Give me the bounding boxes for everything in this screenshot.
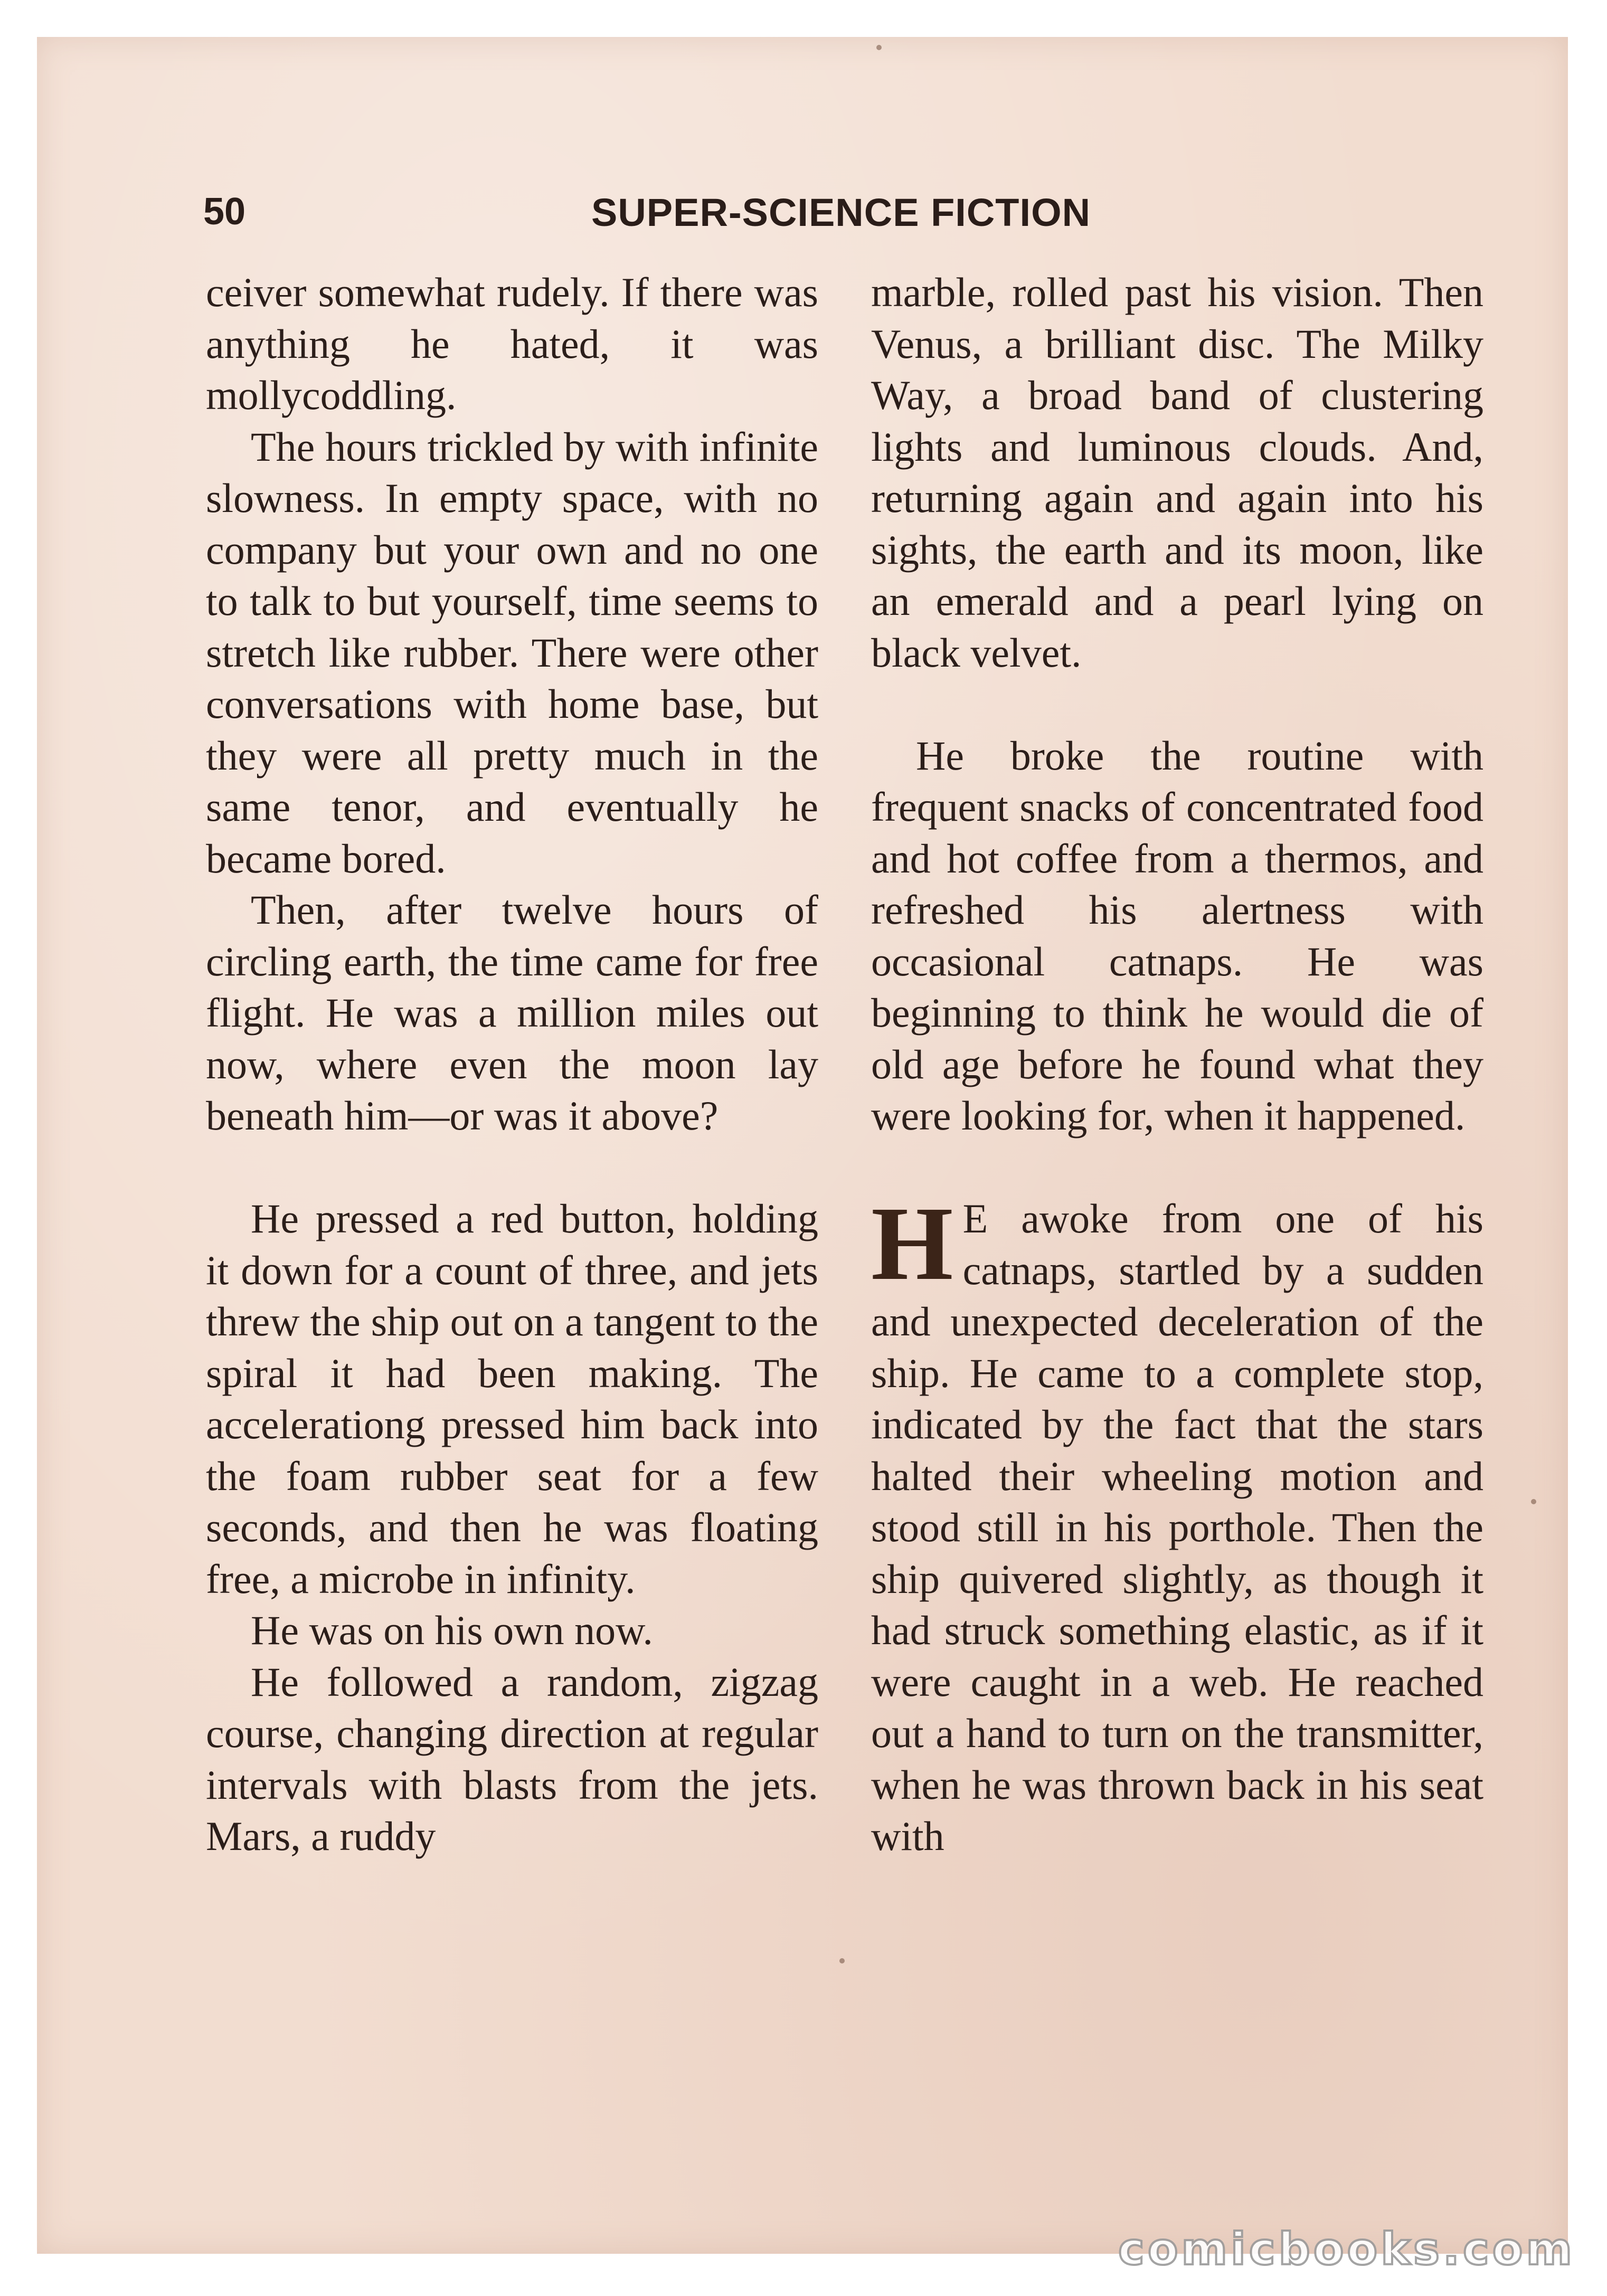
running-head: SUPER-SCIENCE FICTION: [591, 191, 1091, 234]
paragraph-text: E awoke from one of his catnaps, startled by a sudden and unexpected deceleration of the ship. He came to a complete stop, indicated by the fact that the stars halted their wheeling motion and stood still in his porthole. Then the ship quivered slightly, as though it had struck something elastic, as if it were caught in a web. He reached out a hand to turn on the transmitter, when he was thrown back in his seat with: [871, 1196, 1483, 1859]
paragraph: He broke the routine with frequent snacks of concentrated food and hot coffee from a thermos, and refreshed his alertness with occasional catnaps. He was beginning to think he would die of old age before he found what they were looking for, when it happened.: [871, 732, 1483, 1138]
watermark-logo: comicbooks.com: [1118, 2223, 1575, 2275]
right-column: [871, 267, 1483, 1862]
paragraph: Then, after twelve hours of circling earth, the time came for free flight. He was a million miles out now, where even the moon lay beneath him—or was it above?: [206, 887, 818, 1138]
dropcap-paragraph: [871, 1185, 1483, 1862]
ink-speck: [839, 1958, 845, 1963]
paragraph: marble, rolled past his vision. Then Venus, a brilliant disc. The Milky Way, a broad band of clustering lights and luminous clouds. And, returning again and again into his sights, the earth and its moon, like an emerald and a pearl lying on black velvet.: [871, 269, 1483, 676]
paragraph: The hours trickled by with infinite slowness. In empty space, with no company but your own and no one to talk to but yourself, time seems to stretch like rubber. There were other conversations with home base, but they were all pretty much in the same tenor, and eventually he became bored.: [206, 423, 818, 881]
section-break: [871, 678, 1483, 730]
paragraph: He followed a random, zigzag course, changing direction at regular intervals with blasts from the jets. Mars, a ruddy: [206, 1658, 818, 1859]
section-break: [206, 1142, 818, 1193]
ink-speck: [876, 45, 882, 50]
page-number: 50: [203, 191, 246, 233]
drop-cap-letter: H: [871, 1185, 953, 1302]
ink-speck: [1531, 1499, 1536, 1504]
left-column: [206, 267, 818, 1862]
paragraph: ceiver somewhat rudely. If there was anything he hated, it was mollycoddling.: [206, 269, 818, 418]
section-break: [871, 1142, 1483, 1193]
paragraph: He was on his own now.: [251, 1607, 653, 1653]
paragraph: He pressed a red button, holding it down for a count of three, and jets threw the ship out on a tangent to the spiral it had been making. The accelerationg pressed him back into the foam rubber seat for a few seconds, and then he was floating free, a microbe in infinity.: [206, 1196, 818, 1602]
